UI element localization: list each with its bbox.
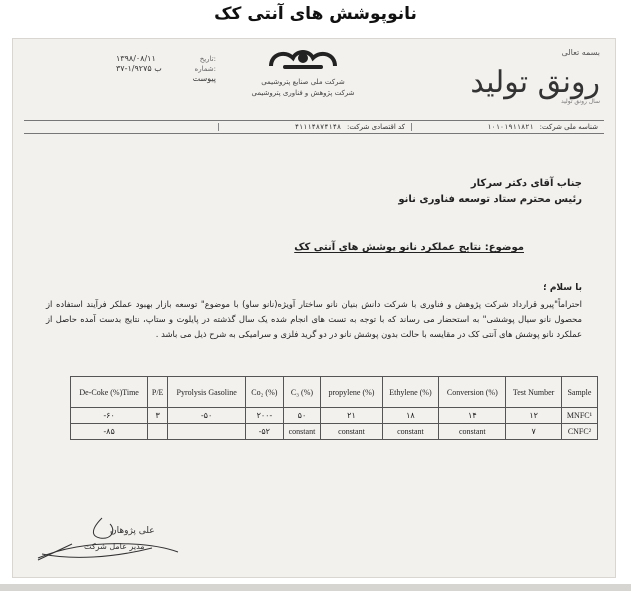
col-c3: C₃ (%) xyxy=(283,377,321,408)
col-pe: P/E xyxy=(148,377,168,408)
table-cell: ۱۸ xyxy=(382,408,439,424)
table-cell: -۵۰ xyxy=(168,408,246,424)
national-id xyxy=(411,123,604,131)
col-sample: Sample xyxy=(561,377,597,408)
table-cell: ۱۴ xyxy=(439,408,506,424)
table-cell: ۱۲ xyxy=(506,408,562,424)
col-decoke: De-Coke (%)Time xyxy=(71,377,148,408)
recipient-title: رئیس محترم ستاد توسعه فناوری نانو xyxy=(398,194,582,205)
company-logo xyxy=(248,46,358,98)
company-name-2: شرکت پژوهش و فناوری پتروشیمی xyxy=(251,89,355,97)
col-co2: Co₂ (%) xyxy=(246,377,283,408)
date-label: تاریخ: xyxy=(199,55,216,63)
table-cell: -۵۲ xyxy=(246,424,283,440)
signature-role: مدیر عامل شرکت xyxy=(84,542,145,551)
economic-code xyxy=(218,123,411,131)
col-test-number: Test Number xyxy=(506,377,562,408)
table-cell: -۸۵ xyxy=(71,424,148,440)
signature-block xyxy=(32,508,182,568)
table-cell: constant xyxy=(283,424,321,440)
company-id-bar xyxy=(24,120,604,134)
economic-code-label: کد اقتصادی شرکت: xyxy=(347,123,405,131)
table-cell xyxy=(168,424,246,440)
recipient-block xyxy=(398,176,582,208)
header-note: بسمه تعالی xyxy=(561,48,600,57)
table-cell: constant xyxy=(321,424,382,440)
table-row xyxy=(71,424,598,440)
table-cell: ۷ xyxy=(506,424,562,440)
letter-scan xyxy=(12,38,616,578)
date-value: ۱۳۹۸/۰۸/۱۱ xyxy=(116,54,156,63)
results-table xyxy=(70,376,598,440)
col-conversion: Conversion (%) xyxy=(439,377,506,408)
brand-subtext: سال رونق تولید xyxy=(560,98,600,105)
table-cell: ۲۰۰- xyxy=(246,408,283,424)
attachment-label: پیوست xyxy=(192,74,216,83)
col-ethylene: Ethylene (%) xyxy=(382,377,439,408)
table-cell: CNFC² xyxy=(561,424,597,440)
table-cell xyxy=(148,424,168,440)
table-header-row xyxy=(71,377,598,408)
signature-name: علی پژوهان xyxy=(110,526,155,536)
company-name-1: شرکت ملی صنایع پتروشیمی xyxy=(261,78,345,86)
table-cell: constant xyxy=(439,424,506,440)
table-cell: -۶۰ xyxy=(71,408,148,424)
national-id-value: ۱۰۱۰۱۹۱۱۸۲۱ xyxy=(487,123,534,131)
number-value: ۳۷-۱/۹۲۷۵ ب xyxy=(116,64,162,73)
bottom-scrollbar-strip xyxy=(0,584,631,591)
table-cell: ۵۰ xyxy=(283,408,321,424)
signature-scribble-icon xyxy=(32,508,182,568)
brand-text: رونق تولید xyxy=(470,65,600,100)
table-cell: ۳ xyxy=(148,408,168,424)
national-id-label: شناسه ملی شرکت: xyxy=(539,123,598,131)
brand-logo xyxy=(450,48,600,118)
table-cell: constant xyxy=(382,424,439,440)
letter-subject: موضوع: نتایج عملکرد نانو پوشش های آنتی کک xyxy=(294,242,524,253)
table-row xyxy=(71,408,598,424)
economic-code-value: ۴۱۱۱۴۸۷۴۱۴۸ xyxy=(294,123,342,131)
number-label: شماره: xyxy=(194,65,216,73)
col-propylene: propylene (%) xyxy=(321,377,382,408)
recipient-name: جناب آقای دکتر سرکار xyxy=(470,178,582,189)
page-title: نانوپوشش های آنتی کک xyxy=(214,4,417,24)
letter-greeting: با سلام ؛ xyxy=(543,283,582,293)
company-emblem-icon xyxy=(263,46,343,72)
letter-meta xyxy=(116,54,216,84)
col-pyrolysis: Pyrolysis Gasoline xyxy=(168,377,246,408)
table-cell: ۲۱ xyxy=(321,408,382,424)
table-cell: MNFC¹ xyxy=(561,408,597,424)
letter-body: احتراماً"پیرو قرارداد شرکت پژوهش و فناوری با شرکت دانش بنیان نانو ساختار آویژه(نانو ساو) با موضوع" توسعه بازار بهبود عملکر فرآیند استفاده از محصول نانو سیال پوششی" به استحضار می رساند که با توجه به تست های انجام شده یک سال گذشته در پایلوت و ستاپ، نتایج بدست آمده حاصل از عملکرد نانو پوشش های آنتی کک در مقایسه با حالت بدون پوشش نانو در دو گرید فلزی و سرامیکی به شرح ذیل می باشد . xyxy=(46,299,582,339)
